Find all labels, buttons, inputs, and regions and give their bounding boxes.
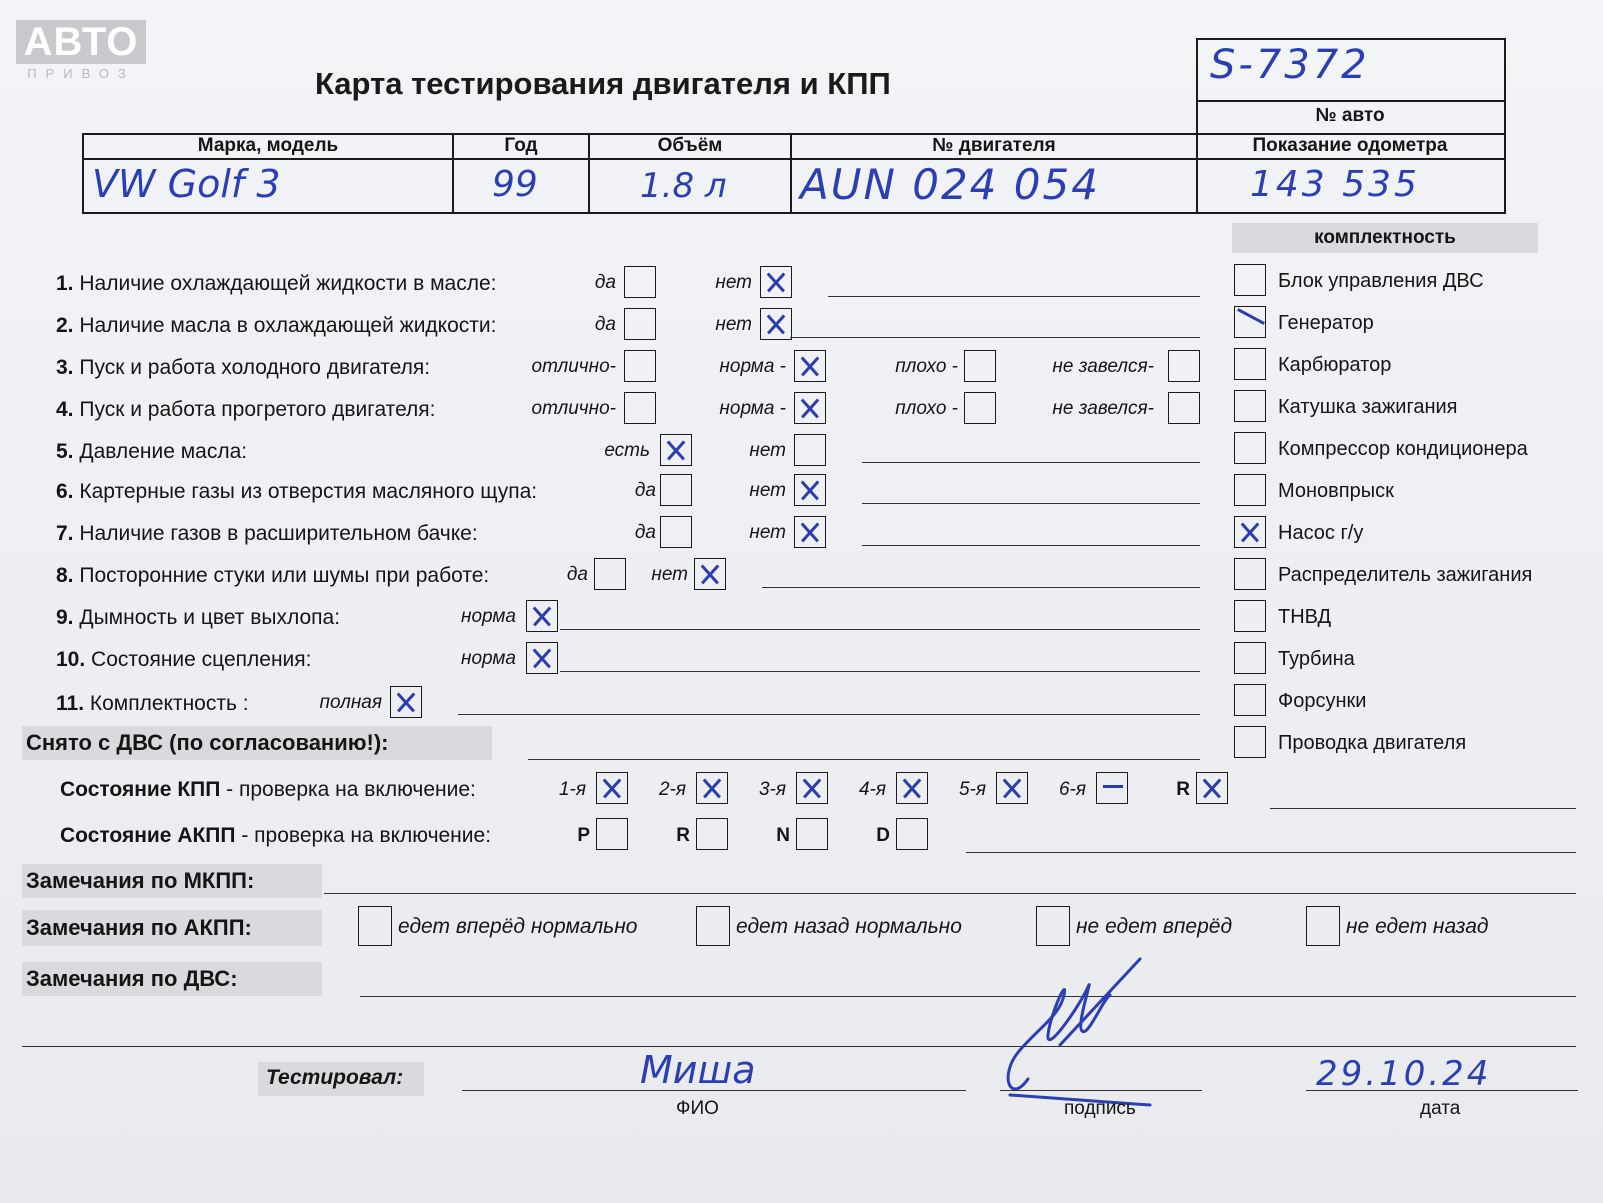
question-11 [56,692,249,716]
date-value: 29.10.24 [1316,1054,1492,1094]
engine-number-value: AUN 024 054 [800,160,1100,209]
question-1 [56,272,496,296]
q6-yes-checkbox[interactable] [660,474,692,506]
akpp-no-backward-checkbox[interactable] [1306,906,1340,946]
option-label: да [594,314,616,335]
akpp-d-checkbox[interactable] [896,818,928,850]
option-label: норма [461,606,516,627]
q7-no-checkbox[interactable] [794,516,826,548]
kit-carburetor-checkbox[interactable] [1234,348,1266,380]
option-label: не завелся- [1052,356,1154,377]
question-6 [56,480,537,504]
akpp-label-bold: Состояние АКПП [60,824,236,847]
akpp-option-label: не едет назад [1346,915,1489,938]
q6-no-checkbox[interactable] [794,474,826,506]
question-text: Дымность и цвет выхлопа: [79,606,341,629]
q5-no-checkbox[interactable] [794,434,826,466]
akpp-forward-ok-checkbox[interactable] [358,906,392,946]
car-number-value: S-7372 [1210,42,1370,88]
remarks-akpp-label: Замечания по АКПП: [26,915,252,940]
question-number: 8. [56,564,74,587]
answer-line[interactable] [1270,808,1576,809]
q8-no-checkbox[interactable] [694,558,726,590]
question-10 [56,648,311,672]
removed-label: Снято с ДВС (по согласованию!): [26,730,389,755]
avto-logo-subtitle: ПРИВОЗ [27,66,135,81]
akpp-r-checkbox[interactable] [696,818,728,850]
remarks-mkpp-label: Замечания по МКПП: [26,868,255,893]
gear-4-checkbox[interactable] [896,772,928,804]
q7-yes-checkbox[interactable] [660,516,692,548]
akpp-backward-ok-checkbox[interactable] [696,906,730,946]
option-label: да [634,522,656,543]
gear-label: 1-я [558,779,586,800]
question-2 [56,314,496,338]
option-label: нет [715,272,752,293]
question-7 [56,522,478,546]
q4-bad-checkbox[interactable] [964,392,996,424]
kit-item-ac-compressor: Компрессор кондиционера [1278,438,1528,460]
question-text: Пуск и работа холодного двигателя: [79,356,431,379]
q2-yes-checkbox[interactable] [624,308,656,340]
kit-generator-checkbox[interactable] [1234,306,1266,338]
q3-excellent-checkbox[interactable] [624,350,656,382]
question-number: 2. [56,314,74,337]
q1-no-checkbox[interactable] [760,266,792,298]
q10-normal-checkbox[interactable] [526,642,558,674]
gear-label: 4-я [858,779,886,800]
kpp-label [60,778,476,802]
option-label: нет [715,314,752,335]
question-3 [56,356,430,380]
answer-line[interactable] [762,587,1200,588]
answer-line[interactable] [862,503,1200,504]
signature-graphic [990,955,1160,1120]
q4-normal-checkbox[interactable] [794,392,826,424]
question-number: 1. [56,272,74,295]
question-number: 6. [56,480,74,503]
odometer-value: 143 535 [1250,164,1420,205]
gear-3-checkbox[interactable] [796,772,828,804]
akpp-gear-label: D [876,825,890,846]
option-label: нет [651,564,688,585]
akpp-gear-label: R [676,825,690,846]
kit-wiring-checkbox[interactable] [1234,726,1266,758]
avto-logo: АВТО [16,20,146,64]
gear-label: 5-я [958,779,986,800]
signature-line[interactable] [1000,1090,1202,1091]
akpp-option-label: не едет вперёд [1076,915,1233,938]
kit-header: комплектность [1314,227,1456,248]
question-number: 7. [56,522,74,545]
option-label: полная [319,692,382,713]
option-label: да [634,480,656,501]
option-label: отлично- [531,356,616,377]
option-label: норма [461,648,516,669]
question-text: Состояние сцепления: [91,648,312,671]
kit-item-ignition-coil: Катушка зажигания [1278,396,1458,418]
akpp-no-forward-checkbox[interactable] [1036,906,1070,946]
year-value: 99 [492,164,538,205]
option-label: норма - [719,398,786,419]
gear-6-checkbox[interactable] [1096,772,1128,804]
fio-line[interactable] [462,1090,966,1091]
question-number: 4. [56,398,74,421]
q5-yes-checkbox[interactable] [660,434,692,466]
answer-line[interactable] [828,296,1200,297]
kit-item-carburetor: Карбюратор [1278,354,1392,376]
gear-label: 2-я [658,779,686,800]
option-label: да [566,564,588,585]
question-4 [56,398,436,422]
q3-no-start-checkbox[interactable] [1168,350,1200,382]
answer-line[interactable] [966,852,1576,853]
question-number: 11. [56,692,85,715]
kit-ac-compressor-checkbox[interactable] [1234,432,1266,464]
option-label: плохо - [895,398,958,419]
question-text: Посторонние стуки или шумы при работе: [79,564,490,587]
kit-mono-injection-checkbox[interactable] [1234,474,1266,506]
tester-name: Миша [640,1048,756,1092]
answer-line[interactable] [560,671,1200,672]
kit-item-distributor: Распределитель зажигания [1278,564,1533,586]
q3-bad-checkbox[interactable] [964,350,996,382]
q1-yes-checkbox[interactable] [624,266,656,298]
q3-normal-checkbox[interactable] [794,350,826,382]
question-number: 9. [56,606,74,629]
kit-item-turbine: Турбина [1278,648,1355,670]
question-text: Пуск и работа прогретого двигателя: [79,398,436,421]
kit-turbine-checkbox[interactable] [1234,642,1266,674]
akpp-option-label: едет назад нормально [736,915,962,938]
kpp-label-bold: Состояние КПП [60,778,221,801]
page-title: Карта тестирования двигателя и КПП [315,66,891,101]
kit-item-ecu: Блок управления ДВС [1278,270,1484,292]
gear-5-checkbox[interactable] [996,772,1028,804]
akpp-gear-label: N [776,825,790,846]
kit-item-injectors: Форсунки [1278,690,1367,712]
option-label: нет [749,480,786,501]
col-header-volume: Объём [657,135,723,156]
car-number-label: № авто [1315,105,1385,126]
akpp-p-checkbox[interactable] [596,818,628,850]
question-text: Наличие масла в охлаждающей жидкости: [79,314,497,337]
remarks-dvs-label: Замечания по ДВС: [26,966,238,991]
divider [1196,100,1504,102]
q9-normal-checkbox[interactable] [526,600,558,632]
col-header-odometer: Показание одометра [1252,135,1448,156]
akpp-gear-label: P [577,825,590,846]
q2-no-checkbox[interactable] [760,308,792,340]
akpp-label [60,824,491,848]
col-header-engine-no: № двигателя [932,135,1056,156]
question-text: Картерные газы из отверстия масляного щупа: [79,480,538,503]
option-label: нет [749,522,786,543]
remarks-dvs-line-2[interactable] [22,1046,1576,1047]
kit-injectors-checkbox[interactable] [1234,684,1266,716]
kit-distributor-checkbox[interactable] [1234,558,1266,590]
option-label: плохо - [895,356,958,377]
volume-value: 1.8 л [640,166,727,206]
kit-tnvd-checkbox[interactable] [1234,600,1266,632]
option-label: нет [749,440,786,461]
gear-label: 3-я [758,779,786,800]
gear-1-checkbox[interactable] [596,772,628,804]
gear-label: 6-я [1058,779,1086,800]
option-label: да [594,272,616,293]
q11-full-checkbox[interactable] [390,686,422,718]
akpp-option-label: едет вперёд нормально [398,915,638,938]
q4-excellent-checkbox[interactable] [624,392,656,424]
date-caption: дата [1420,1098,1461,1119]
question-text: Давление масла: [79,440,248,463]
option-label: не завелся- [1052,398,1154,419]
question-number: 10. [56,648,86,671]
kit-item-wiring: Проводка двигателя [1278,732,1467,754]
kit-item-tnvd: ТНВД [1278,606,1332,628]
akpp-n-checkbox[interactable] [796,818,828,850]
answer-line[interactable] [458,714,1200,715]
answer-line[interactable] [862,545,1200,546]
remarks-dvs-line[interactable] [360,996,1576,997]
question-8 [56,564,489,588]
akpp-label-rest: - проверка на включение: [235,824,492,847]
kit-item-generator: Генератор [1278,312,1374,334]
remarks-mkpp-line[interactable] [324,893,1576,894]
fio-caption: ФИО [676,1098,719,1119]
question-text: Наличие газов в расширительном бачке: [79,522,478,545]
gear-2-checkbox[interactable] [696,772,728,804]
answer-line[interactable] [560,629,1200,630]
table-header-divider [82,158,1504,160]
signature-caption: подпись [1064,1098,1136,1119]
col-header-year: Год [504,135,538,156]
option-label: норма - [719,356,786,377]
model-value: VW Golf 3 [92,162,281,206]
kit-ps-pump-checkbox[interactable] [1234,516,1266,548]
kit-item-ps-pump: Насос г/у [1278,522,1364,544]
tested-label: Тестировал: [266,1066,404,1089]
q8-yes-checkbox[interactable] [594,558,626,590]
kit-ignition-coil-checkbox[interactable] [1234,390,1266,422]
gear-label: R [1176,779,1190,800]
question-5 [56,440,247,464]
option-label: отлично- [531,398,616,419]
gear-r-checkbox[interactable] [1196,772,1228,804]
answer-line[interactable] [528,759,1200,760]
question-text: Наличие охлаждающей жидкости в масле: [79,272,497,295]
question-number: 3. [56,356,74,379]
question-text: Комплектность : [89,692,249,715]
option-label: есть [604,440,650,461]
answer-line[interactable] [862,462,1200,463]
date-line[interactable] [1306,1090,1578,1091]
question-9 [56,606,340,630]
kpp-label-rest: - проверка на включение: [220,778,476,801]
answer-line[interactable] [790,337,1200,338]
col-header-model: Марка, модель [197,135,339,156]
q4-no-start-checkbox[interactable] [1168,392,1200,424]
kit-ecu-checkbox[interactable] [1234,264,1266,296]
kit-item-mono-injection: Моновпрыск [1278,480,1394,502]
question-number: 5. [56,440,74,463]
